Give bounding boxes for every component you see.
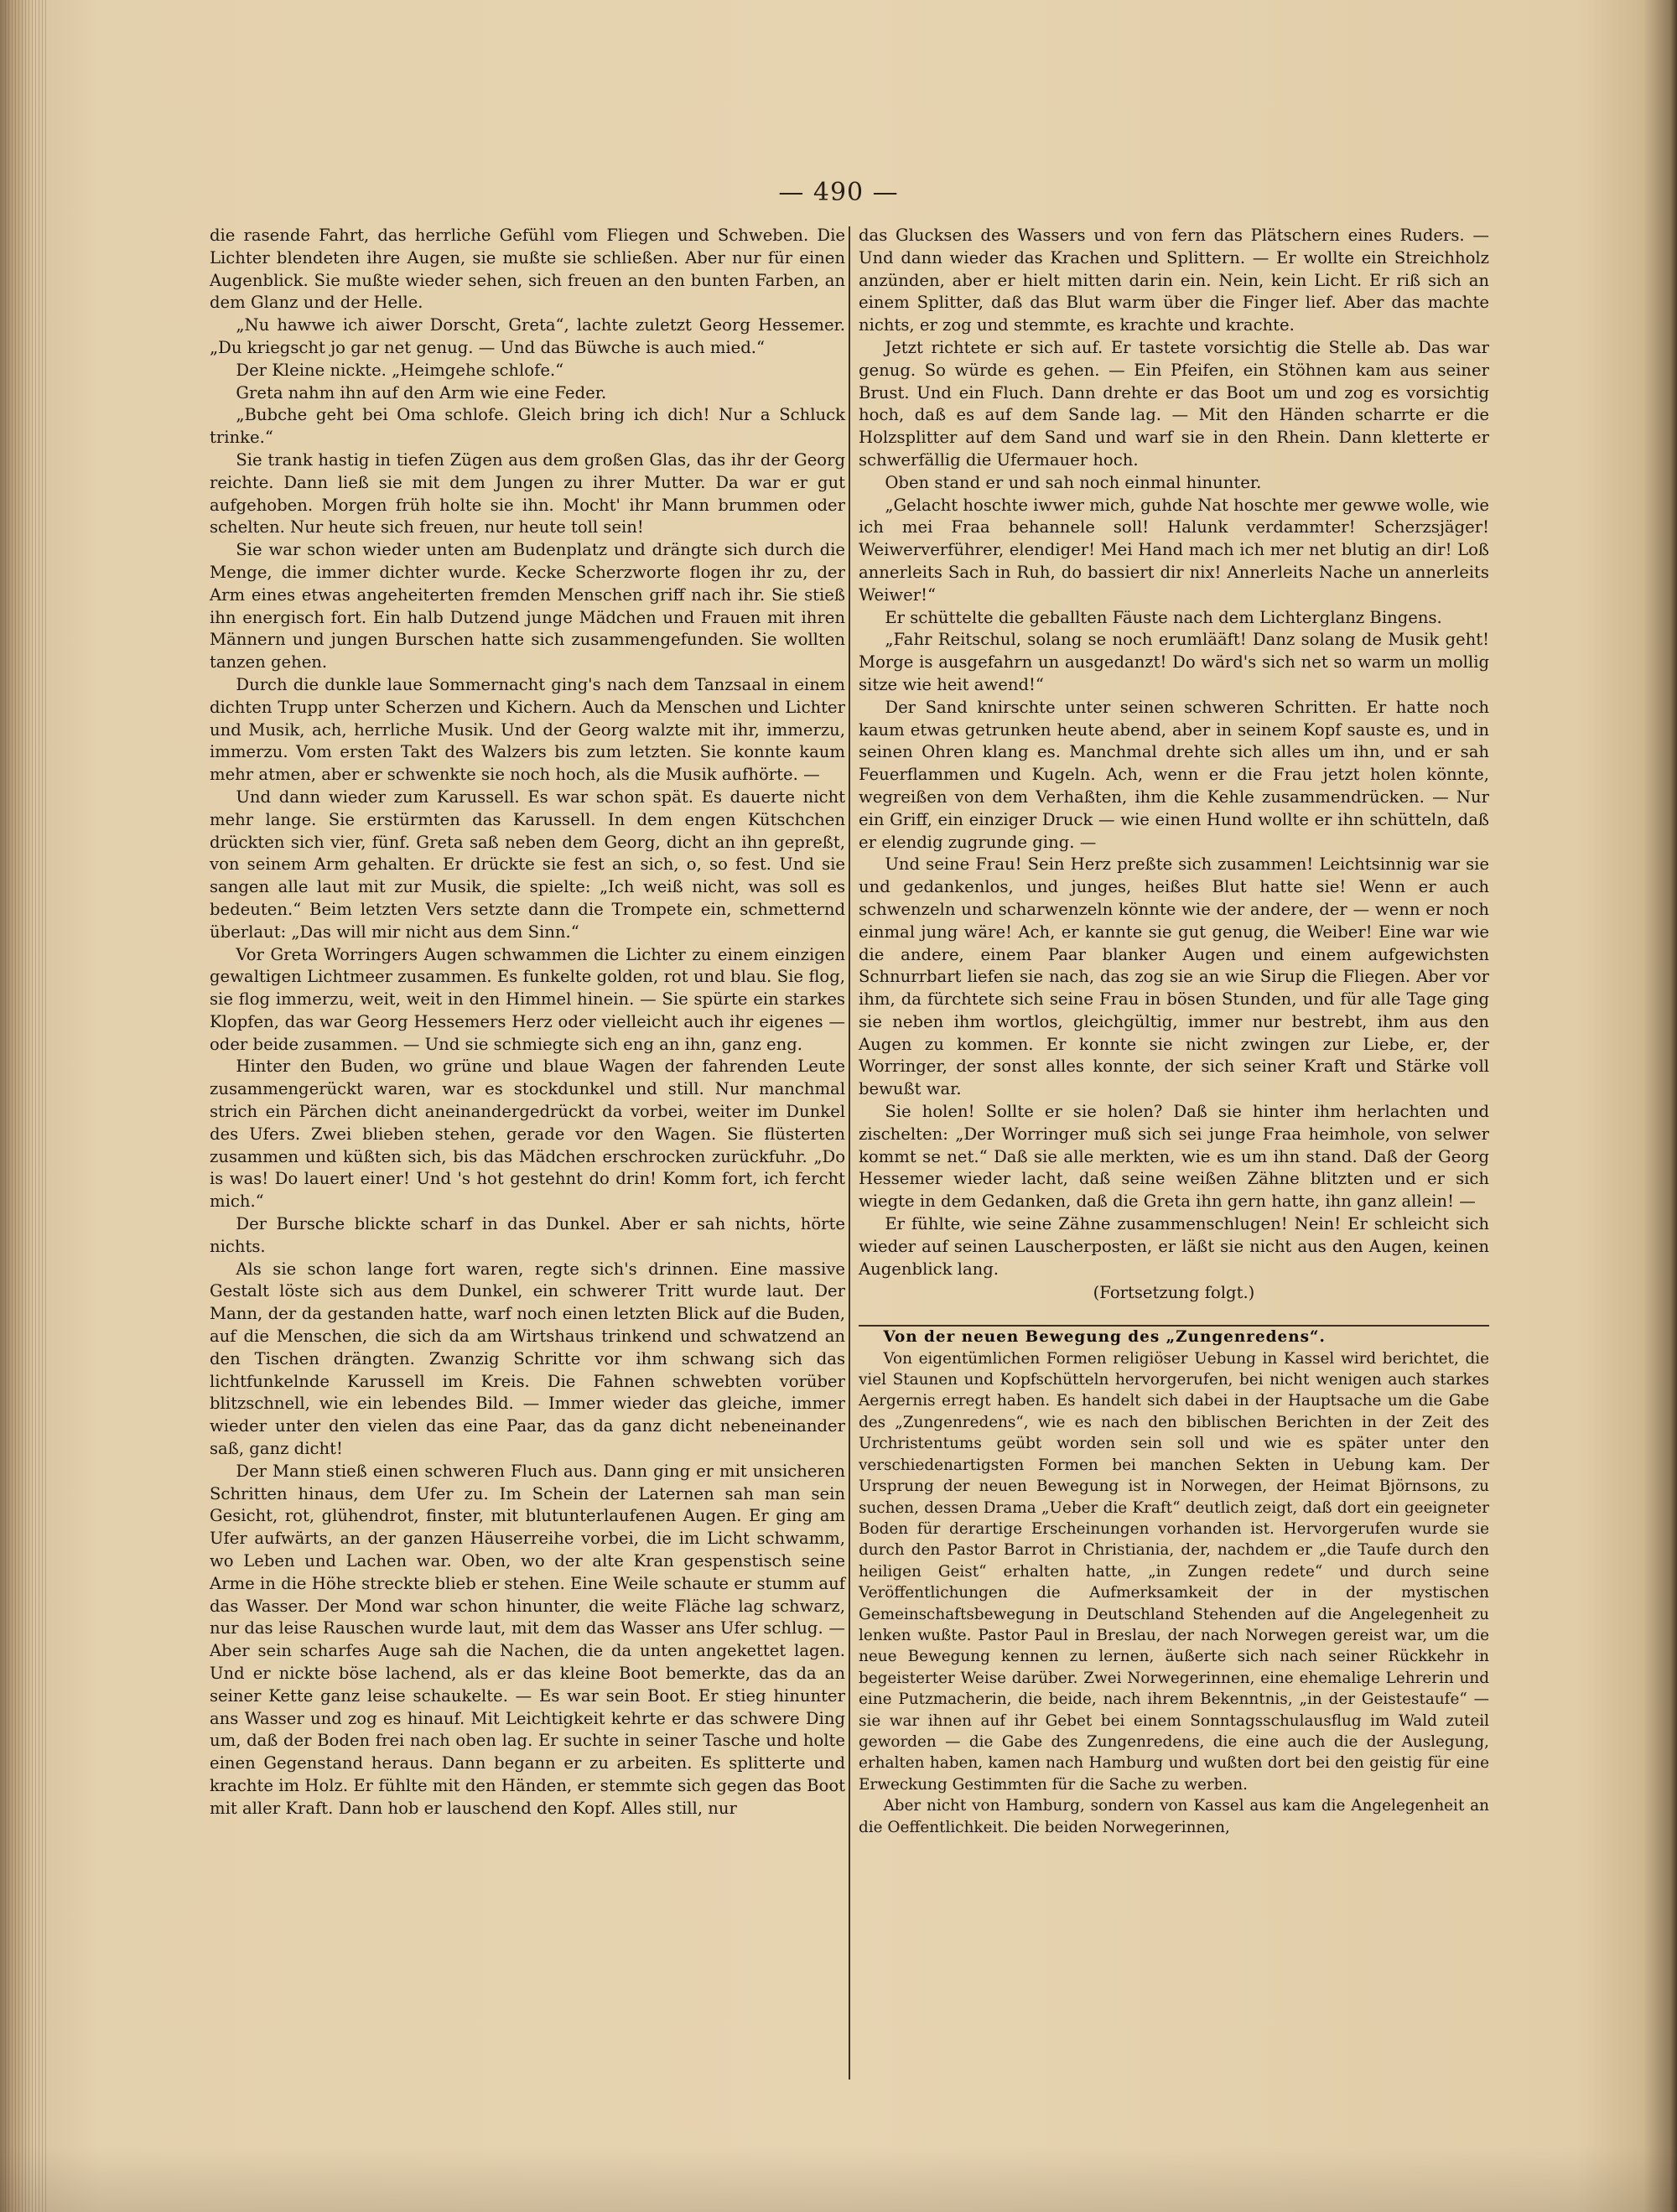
paragraph: Sie holen! Sollte er sie holen? Daß sie hinter ihm herlachten und zischelten: „Der Worringer muß sich sei junge Fraa heimhole, von selwer kommt se net.“ Daß sie alle merkten, wie es um ihn stand. Daß der Georg Hessemer wieder lacht, daß seine weißen Zähne blitzten und er sich wiegte in dem Gedanken, daß die Greta ihn gern hatte, ihn ganz allein! — [859, 1102, 1489, 1212]
paragraph: Er schüttelte die geballten Fäuste nach dem Lichterglanz Bingens. [885, 607, 1442, 627]
page-shadow [0, 2147, 1677, 2212]
paragraph: Sie war schon wieder unten am Budenplatz und drängte sich durch die Menge, die immer dichter wurde. Kecke Scherzworte flogen ihr zu, der Arm eines etwas angeheiterten fremden Menschen griff nach ihr. Sie stieß ihn energisch fort. Ein halb Dutzend junge Mädchen und Frauen mit ihren Männern und jungen Burschen hatte sich zusammengefunden. Sie wollten tanzen gehen. [210, 540, 845, 672]
paragraph: Als sie schon lange fort waren, regte sich's drinnen. Eine massive Gestalt löste sich aus dem Dunkel, ein schwerer Tritt wurde laut. Der Mann, der da gestanden hatte, warf noch einen letzten Blick auf die Buden, auf die Menschen, die sich da am Wirtshaus trinkend und schwatzend an den Tischen drängten. Zwanzig Schritte vor ihm schwang sich das lichtfunkelnde Karussell im Kreis. Die Fahnen schwebten vorüber blitzschnell, wie ein lebendes Bild. — Immer wieder das gleiche, immer wieder unter den vielen das eine Paar, das da ganz dicht nebeneinander saß, ganz dicht! [210, 1259, 845, 1459]
column-divider [849, 226, 850, 2080]
paragraph: Durch die dunkle laue Sommernacht ging's nach dem Tanzsaal in einem dichten Trupp unter Scherzen und Kichern. Auch da Menschen und Lichter und Musik, ach, herrliche Musik. Und der Georg walzte mit ihr, immerzu, immerzu. Vom ersten Takt des Walzers bis zum letzten. Sie konnte kaum mehr atmen, aber er schwenkte sie noch hoch, als die Musik aufhörte. — [210, 674, 845, 785]
paragraph: Hinter den Buden, wo grüne und blaue Wagen der fahrenden Leute zusammengerückt waren, war es stockdunkel und still. Nur manchmal strich ein Pärchen dicht aneinandergedrückt da vorbei, weiter im Dunkel des Ufers. Zwei blieben stehen, gerade vor den Wagen. Sie flüsterten zusammen und küßten sich, bis das Mädchen erschrocken zurückfuhr. „Do is was! Do lauert einer! Und 's hot gestehnt do drin! Komm fort, ich fercht mich.“ [210, 1057, 845, 1212]
paragraph: Der Mann stieß einen schweren Fluch aus. Dann ging er mit unsicheren Schritten hinaus, dem Ufer zu. Im Schein der Laternen sah man sein Gesicht, rot, glühendrot, finster, mit blutunterlaufenen Augen. Er ging am Ufer aufwärts, an der ganzen Häuserreihe vorbei, die im Licht schwamm, wo Leben und Lachen war. Oben, wo der alte Kran gespenstisch seine Arme in die Höhe streckte blieb er stehen. Eine Weile schaute er stumm auf das Wasser. Der Mond war schon hinunter, die weite Fläche lag schwarz, nur das leise Rauschen wurde laut, mit dem das Wasser ans Ufer schlug. — Aber sein scharfes Auge sah die Nachen, die da unten angekettet lagen. Und er nickte böse lachend, als er das kleine Boot bemerkte, das da an seiner Kette ganz leise schaukelte. — Es war sein Boot. Er stieg hinunter ans Wasser und zog es hinauf. Mit Leichtigkeit kehrte er das schwere Ding um, daß der Boden frei nach oben lag. Er suchte in seiner Tasche und holte einen Gegenstand heraus. Dann begann er zu arbeiten. Es splitterte und krachte im Holz. Er fühlte mit den Händen, er stemmte sich gegen das Boot mit aller Kraft. Dann hob er lauschend den Kopf. Alles still, nur [210, 1461, 845, 1818]
article-title: Von der neuen Bewegung des „Zungenredens“. [883, 1328, 1326, 1347]
right-column [859, 225, 1489, 1838]
paragraph: Und seine Frau! Sein Herz preßte sich zusammen! Leichtsinnig war sie und gedankenlos, und junges, heißes Blut hatte sie! Wenn er auch schwenzeln und scharwenzeln könnte wie der andere, der — wenn er noch einmal jung wäre! Ach, er kannte sie gut genug, die Weiber! Eine war wie die andere, einem Paar blanker Augen und einem aufgewichsten Schnurrbart liefen sie nach, das zog sie an wie Sirup die Fliegen. Aber vor ihm, da fürchtete sich seine Frau in bösen Stunden, und für alle Tage ging sie neben ihm wortlos, gleichgültig, immer nur bestrebt, ihm aus den Augen zu kommen. Er konnte sie nicht zwingen zur Liebe, er, der Worringer, der sonst alles konnte, der sich seiner Kraft und Stärke voll bewußt war. [859, 854, 1489, 1099]
article [859, 1327, 1489, 1838]
paragraph: „Nu hawwe ich aiwer Dorscht, Greta“, lachte zuletzt Georg Hessemer. „Du kriegscht jo gar net genug. — Und das Büwche is auch mied.“ [210, 315, 845, 357]
page-number: — 490 — [778, 178, 899, 207]
paragraph: Aber nicht von Hamburg, sondern von Kassel aus kam die Angelegenheit an die Oeffentlichkeit. Die beiden Norwegerinnen, [859, 1797, 1489, 1836]
paragraph: die rasende Fahrt, das herrliche Gefühl vom Fliegen und Schweben. Die Lichter blendeten ihre Augen, sie mußte sie schließen. Aber nur für einen Augenblick. Sie mußte wieder sehen, sich freuen an den bunten Farben, an dem Glanz und der Helle. [210, 226, 845, 313]
paragraph: „Gelacht hoschte iwwer mich, guhde Nat hoschte mer gewwe wolle, wie ich mei Fraa behannele soll! Halunk verdammter! Scherzsjäger! Weiwerverführer, elendiger! Mei Hand mach ich mer net blutig an dir! Loß annerleits Sach in Ruh, do bassiert dir nix! Annerleits Nache un annerleits Weiwer!“ [859, 495, 1489, 605]
left-column [210, 225, 845, 1820]
paragraph: Der Bursche blickte scharf in das Dunkel. Aber er sah nichts, hörte nichts. [210, 1214, 845, 1256]
paragraph: Oben stand er und sah noch einmal hinunter. [885, 472, 1262, 492]
paragraph: „Fahr Reitschul, solang se noch erumlääft! Danz solang de Musik geht! Morge is ausgefahrn un ausgedanzt! Do wärd's sich net so warm un mollig sitze wie heit awend!“ [859, 630, 1489, 694]
paragraph: das Glucksen des Wassers und von fern das Plätschern eines Ruders. — Und dann wieder das Krachen und Splittern. — Er wollte ein Streichholz anzünden, aber er hielt mitten darin ein. Nein, kein Licht. Er riß sich an einem Splitter, daß das Blut warm über die Finger lief. Aber das machte nichts, er zog und stemmte, es krachte und krachte. [859, 226, 1489, 335]
paragraph: „Bubche geht bei Oma schlofe. Gleich bring ich dich! Nur a Schluck trinke.“ [210, 405, 845, 448]
paragraph: Er fühlte, wie seine Zähne zusammenschlugen! Nein! Er schleicht sich wieder auf seinen Lauscherposten, er läßt sie nicht aus den Augen, keinen Augenblick lang. [859, 1214, 1489, 1279]
paragraph: Vor Greta Worringers Augen schwammen die Lichter zu einem einzigen gewaltigen Lichtmeer zusammen. Es funkelte golden, rot und blau. Sie flog, sie flog immerzu, weit, weit in den Himmel hinein. — Sie spürte ein starkes Klopfen, das war Georg Hessemers Herz oder vielleicht auch ihr eigenes — oder beide zusammen. — Und sie schmiegte sich eng an ihn, ganz eng. [210, 944, 845, 1054]
paragraph: Der Kleine nickte. „Heimgehe schlofe.“ [236, 360, 564, 380]
paragraph: Von eigentümlichen Formen religiöser Uebung in Kassel wird berichtet, die viel Staunen und Kopfschütteln hervorgerufen, bei nicht wenigen auch starkes Aergernis erregt haben. Es handelt sich dabei in der Hauptsache um die Gabe des „Zungenredens“, wie es nach den biblischen Berichten in der Zeit des Urchristentums geübt worden sein soll und wie es später unter den verschiedenartigsten Formen bei manchen Sekten in Uebung kam. Der Ursprung der neuen Bewegung ist in Norwegen, der Heimat Björnsons, zu suchen, dessen Drama „Ueber die Kraft“ deutlich zeigt, daß dort ein geeigneter Boden für derartige Erscheinungen vorhanden ist. Hervorgerufen wurde sie durch den Pastor Barrot in Christiania, der, nachdem er „die Taufe durch den heiligen Geist“ erhalten hatte, „in Zungen redete“ und durch seine Veröffentlichungen die Aufmerksamkeit der in der mystischen Gemeinschaftsbewegung in Deutschland Stehenden auf die Angelegenheit zu lenken wußte. Pastor Paul in Breslau, der nach Norwegen gereist war, um die neue Bewegung kennen zu lernen, äußerte sich nach seiner Rückkehr in begeisterter Weise darüber. Zwei Norwegerinnen, eine ehemalige Lehrerin und eine Putzmacherin, die beide, nach ihrem Bekenntnis, „in der Geistestaufe“ — sie war ihnen auf ihr Gebet bei einem Sonntagsschulausflug im Wald zuteil geworden — die Gabe des Zungenredens, die eine auch die der Auslegung, erhalten haben, kamen nach Hamburg und wußten dort bei den geistig für eine Erweckung Gestimmten für die Sache zu werben. [859, 1349, 1489, 1794]
paragraph: Greta nahm ihn auf den Arm wie eine Feder. [236, 382, 607, 402]
paragraph: Jetzt richtete er sich auf. Er tastete vorsichtig die Stelle ab. Das war genug. So würde es gehen. — Ein Pfeifen, ein Stöhnen kam aus seiner Brust. Und ein Fluch. Dann drehte er das Boot um und zog es vorsichtig hoch, daß es auf dem Sande lag. — Mit den Händen scharrte er die Holzsplitter auf dem Sand und warf sie in den Rhein. Dann kletterte er schwerfällig die Ufermauer hoch. [859, 337, 1489, 470]
paragraph: Sie trank hastig in tiefen Zügen aus dem großen Glas, das ihr der Georg reichte. Dann ließ sie mit dem Jungen zu ihrer Mutter. Da war er gut aufgehoben. Morgen früh holte sie ihn. Mocht' ihr Mann brummen oder schelten. Nur heute sich freuen, nur heute toll sein! [210, 449, 845, 537]
paragraph: Und dann wieder zum Karussell. Es war schon spät. Es dauerte nicht mehr lange. Sie erstürmten das Karussell. In dem engen Kütschchen drückten sich vier, fünf. Greta saß neben dem Georg, dicht an ihn gepreßt, von seinem Arm gehalten. Er drückte sie fest an sich, o, so fest. Und sie sangen alle laut mit zur Musik, die spielte: „Ich weiß nicht, was soll es bedeuten.“ Beim letzten Vers setzte dann die Trompete ein, schmetternd überlaut: „Das will mir nicht aus dem Sinn.“ [210, 787, 845, 942]
paragraph: Der Sand knirschte unter seinen schweren Schritten. Er hatte noch kaum etwas getrunken heute abend, aber in seinem Kopf sauste es, und in seinen Ohren klang es. Manchmal drehte sich alles um ihn, und er sah Feuerflammen und Kugeln. Ach, wenn er die Frau jetzt holen könnte, wegreißen von dem Verhaßten, ihm die Kehle zusammendrücken. — Nur ein Griff, ein einziger Druck — wie einen Hund wollte er ihn schütteln, daß er elendig zugrunde ging. — [859, 697, 1489, 852]
continuation-note: (Fortsetzung folgt.) [1093, 1283, 1255, 1303]
